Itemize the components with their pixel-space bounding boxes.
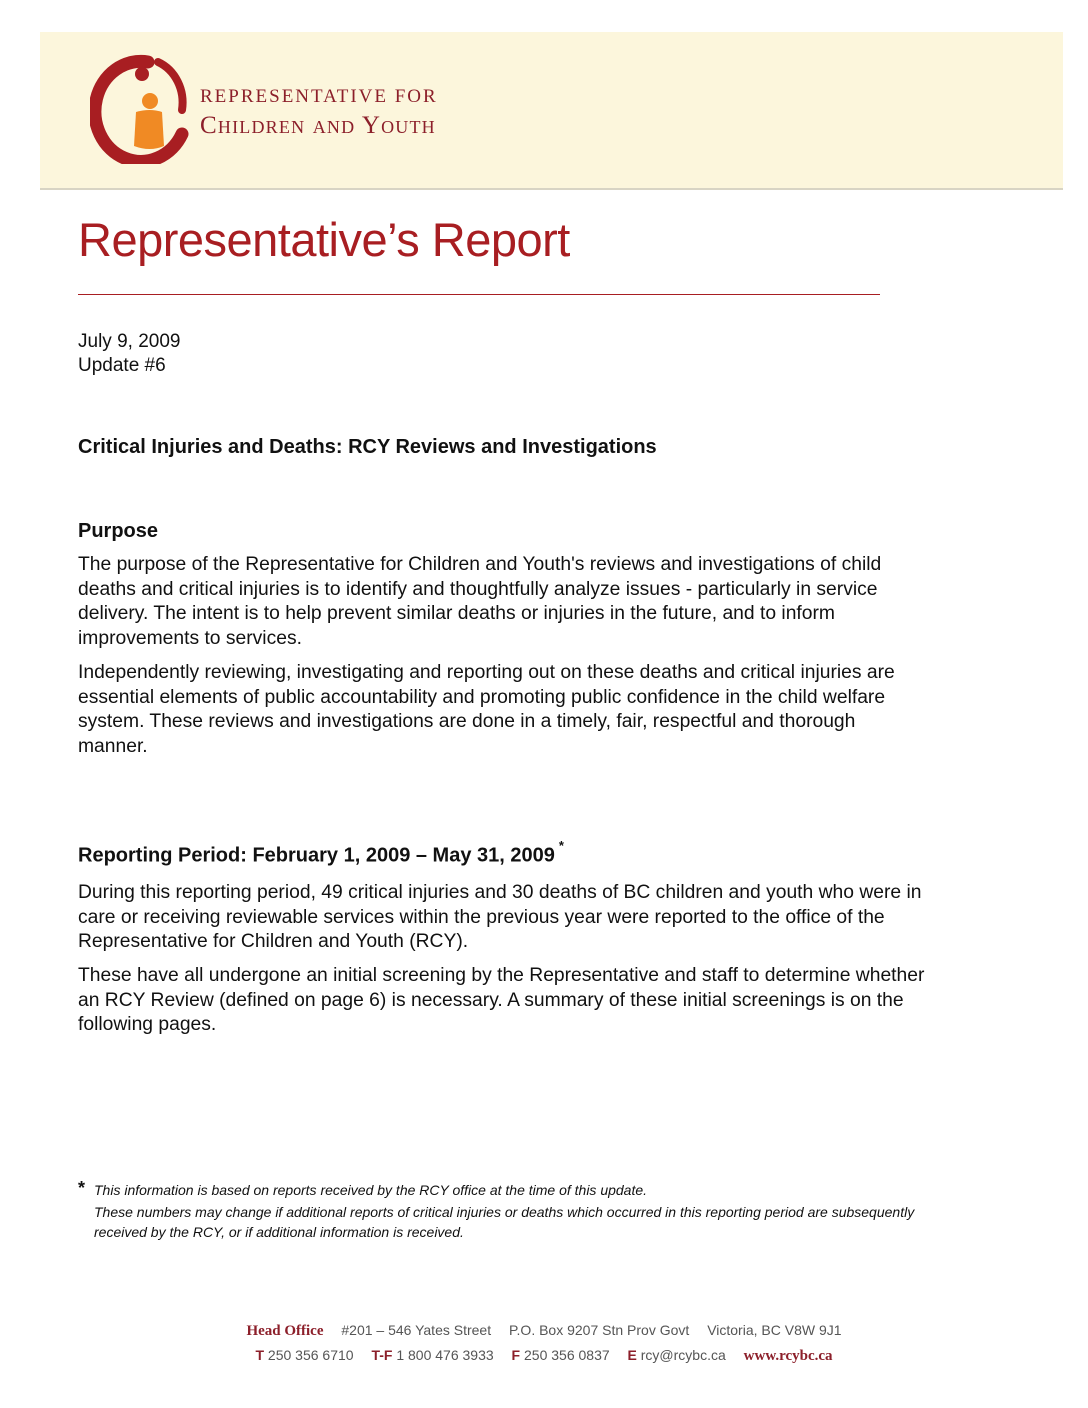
footer-street: #201 – 546 Yates Street <box>341 1322 492 1338</box>
title-divider <box>78 294 880 295</box>
purpose-heading: Purpose <box>78 520 159 542</box>
footer-address-line <box>0 1322 1088 1340</box>
footer-email-link[interactable]: rcy@rcybc.ca <box>640 1347 726 1363</box>
purpose-paragraph-1: The purpose of the Representative for Children and Youth's reviews and investigations of child deaths and critical injuries is to identify and thoughtfully analyze issues - particularly in service delivery. The intent is to help prevent similar deaths or injuries in the future, and to inform improvements to services. <box>78 554 882 649</box>
footer-fax: 250 356 0837 <box>524 1347 610 1363</box>
report-date: July 9, 2009 <box>78 331 181 352</box>
parent-child-circle-logo-icon <box>90 54 190 164</box>
phone-label: T <box>255 1347 265 1363</box>
footnote-marker: * <box>558 838 564 853</box>
report-subtitle: Critical Injuries and Deaths: RCY Reviews and Investigations <box>78 436 657 458</box>
period-paragraph-1: During this reporting period, 49 critical injuries and 30 deaths of BC children and youth who were in care or receiving reviewable services within the previous year were reported to the office of the Representative for Children and Youth (RCY). <box>78 882 922 952</box>
footnote-line-2: These numbers may change if additional reports of critical injuries or deaths which occurred in this reporting period are subsequently received by the RCY, or if additional information is received. <box>94 1204 915 1240</box>
footer-toll-free: 1 800 476 3933 <box>396 1347 494 1363</box>
footer-website-link[interactable]: www.rcybc.ca <box>743 1348 833 1364</box>
footnote <box>78 1180 938 1242</box>
report-title: Representative’s Report <box>78 213 570 266</box>
footer-contact-line <box>0 1347 1088 1365</box>
email-label: E <box>627 1347 637 1363</box>
footer-po-box: P.O. Box 9207 Stn Prov Govt <box>509 1322 690 1338</box>
purpose-paragraph-2: Independently reviewing, investigating and reporting out on these deaths and critical injuries are essential elements of public accountability and promoting public confidence in the child welfare system. These reviews and investigations are done in a timely, fair, respectful and thorough manner. <box>78 662 895 757</box>
footnote-line-1: This information is based on reports received by the RCY office at the time of this update. <box>94 1182 648 1198</box>
toll-free-label: T-F <box>371 1347 393 1363</box>
head-office-label: Head Office <box>246 1323 324 1339</box>
period-paragraph-2: These have all undergone an initial screening by the Representative and staff to determine whether an RCY Review (defined on page 6) is necessary. A summary of these initial screenings is on the following pages. <box>78 965 925 1035</box>
brand-name-line2: Children and Youth <box>200 112 436 139</box>
brand-name <box>200 86 438 140</box>
footnote-star: * <box>78 1178 86 1198</box>
footer-city: Victoria, BC V8W 9J1 <box>707 1322 842 1338</box>
reporting-period-heading-text: Reporting Period: February 1, 2009 – May 31, 2009 <box>78 844 555 867</box>
brand-name-line1: REPRESENTATIVE FOR <box>200 86 438 107</box>
footer-phone: 250 356 6710 <box>267 1347 354 1363</box>
reporting-period-heading <box>78 838 564 868</box>
report-date-block <box>78 330 180 378</box>
fax-label: F <box>511 1347 521 1363</box>
report-update-number: Update #6 <box>78 355 166 376</box>
letterhead-banner <box>40 32 1063 190</box>
